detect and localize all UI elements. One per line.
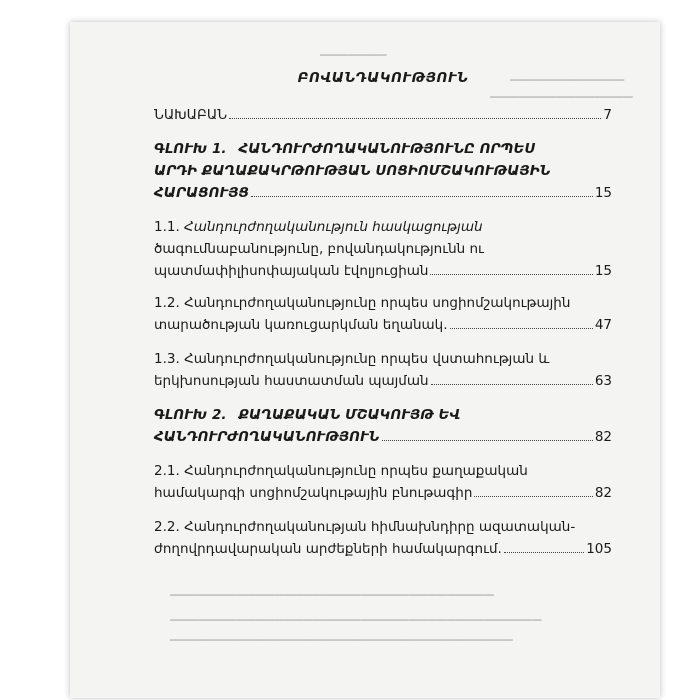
toc-entry-section-2-1 (154, 460, 612, 504)
chapter-title-line-3: ՀԱՐԱՑՈՒՅՑ (154, 185, 250, 201)
chapter-title-line-2: ՀԱՆԴՈՒՐԺՈՂԱԿԱՆՈՒԹՅՈՒՆ (154, 429, 380, 445)
page-number: 15 (594, 263, 612, 279)
show-through-texture: ▁▁▁▁▁▁▁▁▁▁▁▁▁▁▁ (490, 84, 633, 98)
section-number: 1.3. (154, 351, 180, 367)
section-title-line-2: երկխոսության հաստատման պայման (154, 373, 429, 389)
show-through-texture: ▁▁▁▁▁▁▁▁▁▁▁▁▁▁▁▁▁▁▁▁▁▁▁▁▁▁▁▁▁▁▁▁▁▁ (170, 582, 494, 596)
dot-leader (430, 274, 592, 275)
document-page (70, 22, 660, 698)
toc-entry-chapter-1 (154, 138, 612, 204)
show-through-texture: ▁▁▁▁▁▁▁▁▁▁▁▁▁▁▁▁▁▁▁▁▁▁▁▁▁▁▁▁▁▁▁▁▁▁▁▁ (170, 627, 514, 641)
dot-leader (251, 196, 593, 197)
dot-leader (229, 118, 601, 119)
dot-leader (450, 328, 593, 329)
page-number: 7 (603, 107, 612, 123)
toc-entry-section-1-1 (154, 216, 612, 282)
toc-entry-section-1-3 (154, 348, 612, 392)
section-number: 1.1. (154, 219, 180, 235)
chapter-title-line-1: ՔԱՂԱՔԱԿԱՆ ՄՇԱԿՈՒՅԹ ԵՎ (238, 407, 461, 423)
section-title-line-2: ծագումնաբանությունը, բովանդակությունն ու (154, 241, 484, 257)
toc-title: ԲՈՎԱՆԴԱԿՈՒԹՅՈՒՆ (297, 70, 469, 86)
section-title-line-1: Հանդուրժողականությունը որպես վստահության և (184, 351, 550, 367)
dot-leader (474, 496, 592, 497)
page-number: 105 (586, 541, 612, 557)
section-title-line-2: ժողովրդավարական արժեքների համակարգում. (154, 541, 502, 557)
chapter-number: ԳԼՈՒԽ 2. (154, 407, 227, 423)
chapter-title-line-2: ԱՐԴԻ ՔԱՂԱՔԱԿՐԹՈՒԹՅԱՆ ՍՈՑԻՈՄՇԱԿՈՒԹԱՅԻՆ (154, 163, 551, 179)
show-through-texture: ▁▁▁▁▁▁▁▁▁▁▁▁▁▁▁▁▁▁▁▁▁▁▁▁▁▁▁▁▁▁▁▁▁▁▁▁▁▁▁ (170, 607, 542, 621)
section-title-line-1: Հանդուրժողականություն հասկացության (184, 219, 483, 235)
show-through-texture: ▁▁▁▁▁▁▁▁▁▁▁▁ (510, 67, 625, 81)
page-number: 15 (594, 185, 612, 201)
toc-entry-section-2-2 (154, 516, 612, 560)
section-title-line-1: Հանդուրժողականության հիմնախնդիրը ազատական- (184, 519, 576, 535)
show-through-texture: ▁▁▁▁▁▁▁ (320, 42, 387, 56)
section-title-line-1: Հանդուրժողականությունը որպես քաղաքական (184, 463, 528, 479)
section-title-line-2: տարածության կառուցարկման եղանակ. (154, 317, 448, 333)
section-title-line-2: համակարգի սոցիոմշակութային բնութագիր (154, 485, 473, 501)
toc-entry-chapter-2 (154, 404, 612, 448)
section-title-line-3: պատմափիլիսոփայական էվոլյուցիան (154, 263, 429, 279)
dot-leader (431, 384, 593, 385)
page-number: 47 (594, 317, 612, 333)
dot-leader (382, 440, 593, 441)
section-title-line-1: Հանդուրժողականությունը որպես սոցիոմշակութային (184, 295, 571, 311)
chapter-title-line-1: ՀԱՆԴՈՒՐԺՈՂԱԿԱՆՈՒԹՅՈՒՆԸ ՈՐՊԵՍ (238, 141, 536, 157)
section-number: 2.1. (154, 463, 180, 479)
toc-entry-preface (154, 104, 612, 126)
page-number: 82 (594, 429, 612, 445)
toc-entry-section-1-2 (154, 292, 612, 336)
entry-label: ՆԱԽԱԲԱՆ (154, 107, 228, 123)
section-number: 1.2. (154, 295, 180, 311)
dot-leader (504, 552, 584, 553)
page-number: 82 (594, 485, 612, 501)
chapter-number: ԳԼՈՒԽ 1. (154, 141, 227, 157)
page-number: 63 (594, 373, 612, 389)
section-number: 2.2. (154, 519, 180, 535)
